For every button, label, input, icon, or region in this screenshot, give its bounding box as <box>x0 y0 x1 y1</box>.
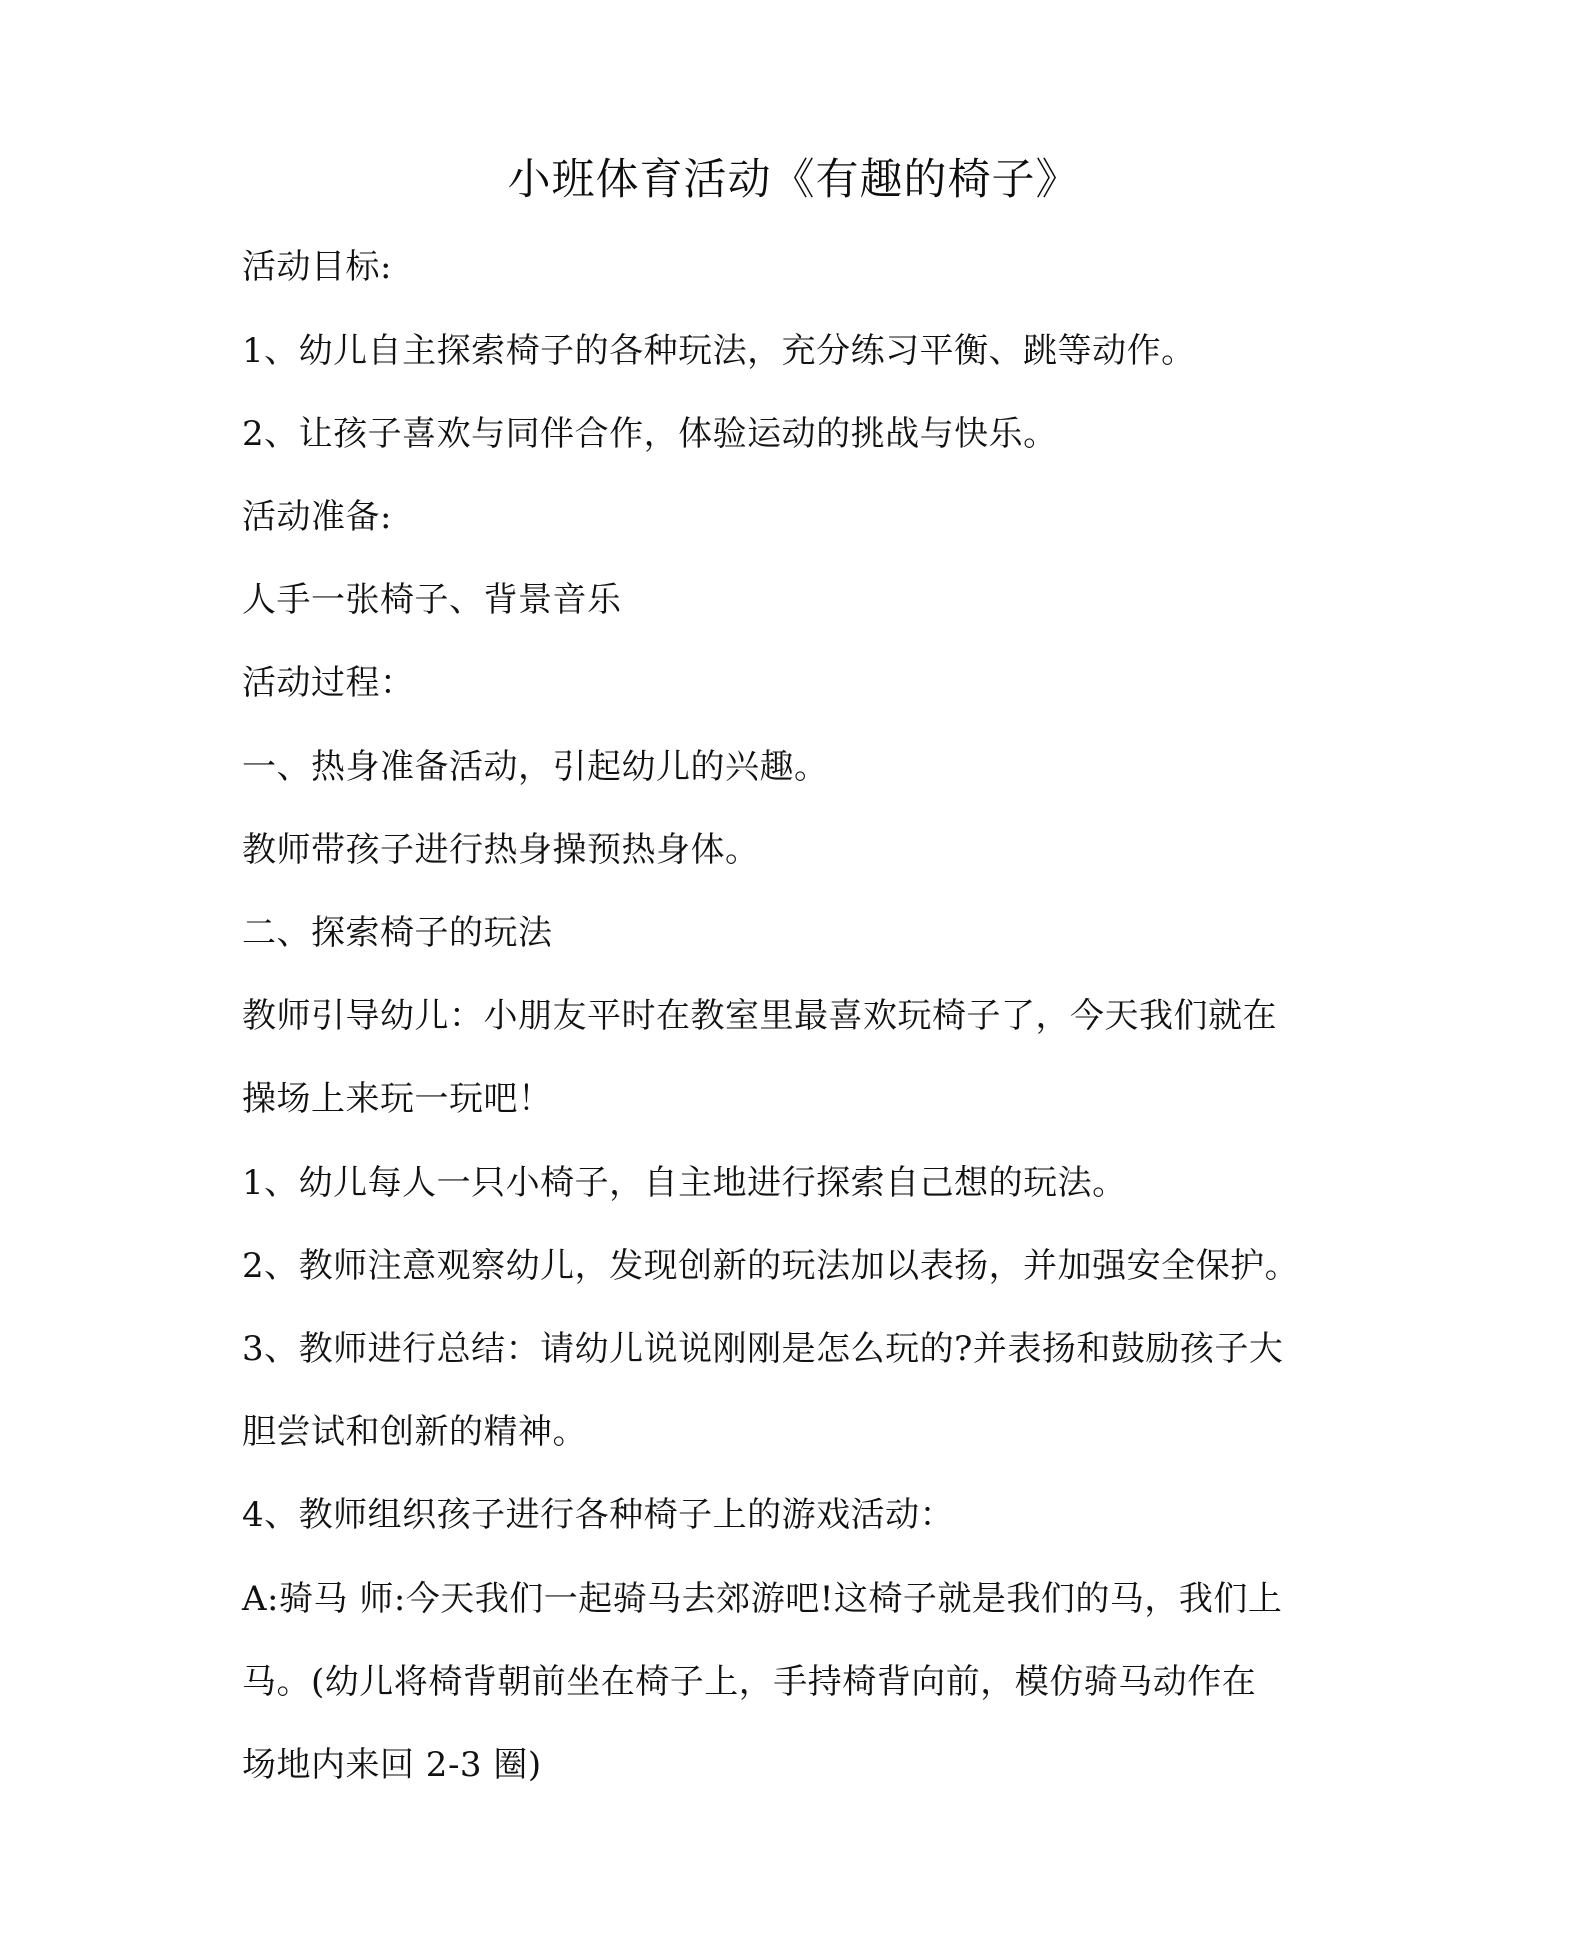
game-a-line-1: A:骑马 师:今天我们一起骑马去郊游吧!这椅子就是我们的马，我们上 <box>242 1579 1283 1619</box>
document-title: 小班体育活动《有趣的椅子》 <box>507 155 1080 205</box>
goal-item-1: 1、幼儿自主探索椅子的各种玩法，充分练习平衡、跳等动作。 <box>242 331 1196 371</box>
goal-item-2: 2、让孩子喜欢与同伴合作，体验运动的挑战与快乐。 <box>242 414 1058 454</box>
preparation-text: 人手一张椅子、背景音乐 <box>242 580 622 620</box>
section-warmup-heading: 一、热身准备活动，引起幼儿的兴趣。 <box>242 747 829 787</box>
heading-activity-goals: 活动目标: <box>242 247 392 287</box>
explore-intro-line-2: 操场上来玩一玩吧！ <box>242 1079 553 1119</box>
explore-item-2: 2、教师注意观察幼儿，发现创新的玩法加以表扬，并加强安全保护。 <box>242 1246 1300 1286</box>
explore-item-3-line-2: 胆尝试和创新的精神。 <box>242 1412 587 1452</box>
warmup-text: 教师带孩子进行热身操预热身体。 <box>242 830 760 870</box>
explore-intro-line-1: 教师引导幼儿：小朋友平时在教室里最喜欢玩椅子了，今天我们就在 <box>242 996 1277 1036</box>
game-a-line-2: 马。(幼儿将椅背朝前坐在椅子上，手持椅背向前，模仿骑马动作在 <box>242 1662 1257 1702</box>
game-a-line-3: 场地内来回 2-3 圈) <box>242 1745 542 1785</box>
heading-activity-process: 活动过程： <box>242 663 415 703</box>
explore-item-1: 1、幼儿每人一只小椅子，自主地进行探索自己想的玩法。 <box>242 1163 1127 1203</box>
explore-item-4: 4、教师组织孩子进行各种椅子上的游戏活动： <box>242 1495 955 1535</box>
section-explore-heading: 二、探索椅子的玩法 <box>242 913 553 953</box>
explore-item-3-line-1: 3、教师进行总结：请幼儿说说刚刚是怎么玩的?并表扬和鼓励孩子大 <box>242 1329 1284 1369</box>
heading-activity-preparation: 活动准备: <box>242 497 392 537</box>
